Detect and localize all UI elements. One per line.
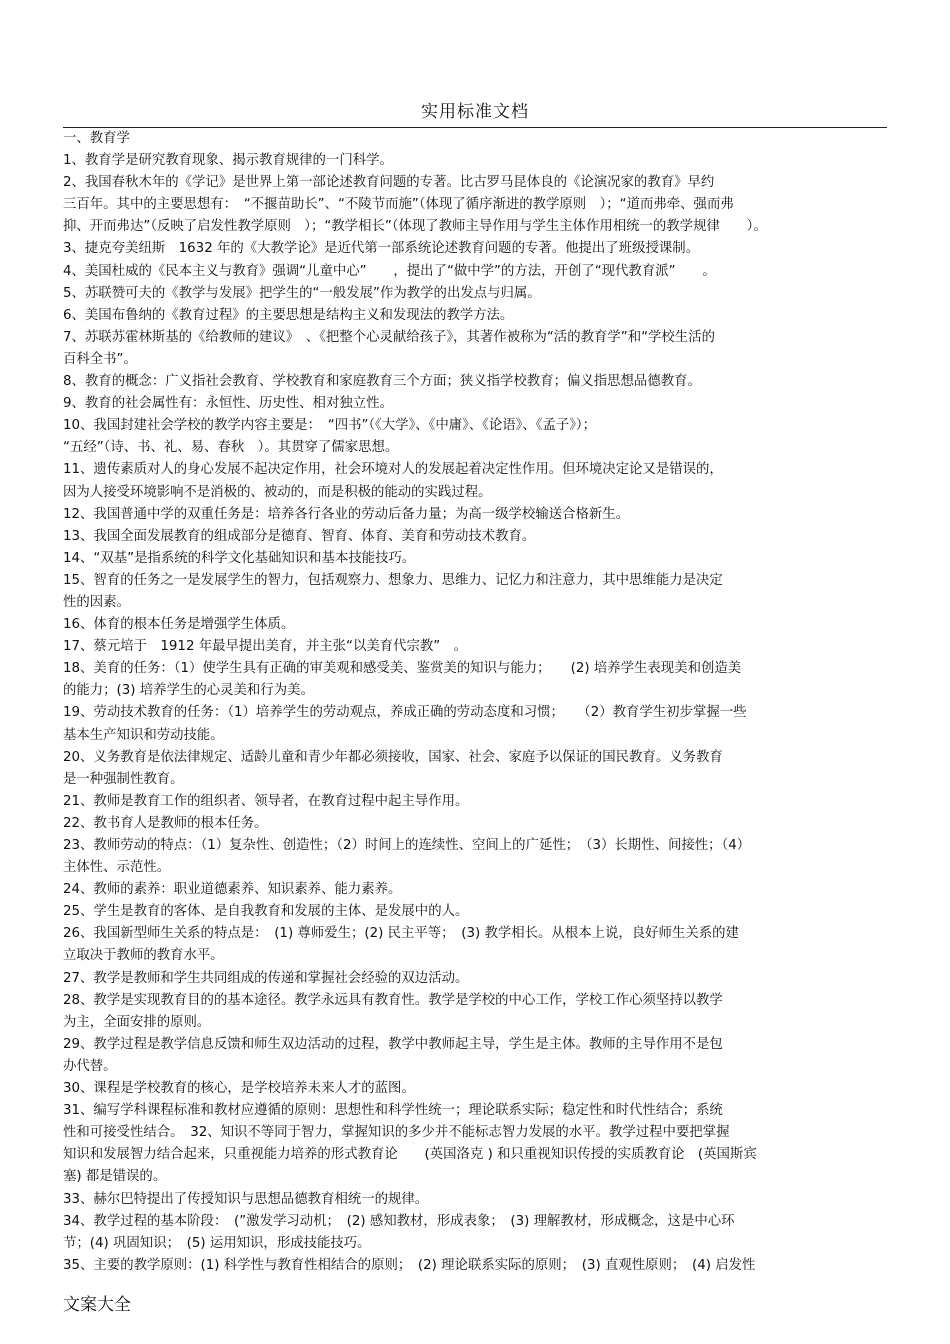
text-line: 是一种强制性教育。 [63,771,184,787]
text-line: 性的因素。 [63,594,130,610]
text-line: 4、美国杜威的《民本主义与教育》强调“儿童中心” ，提出了“做中学”的方法，开创了“现代教育派” 。 [63,263,716,279]
text-line: 性和可接受性结合。 32、知识不等同于智力，掌握知识的多少并不能标志智力发展的水平。教学过程中要把掌握 [63,1125,730,1141]
text-line: 办代替。 [63,1058,117,1074]
text-line: 知识和发展智力结合起来，只重视能力培养的形式教育论 (英国洛克 ) 和只重视知识传授的实质教育论 (英国斯宾 [63,1147,757,1163]
text-line: 15、智育的任务之一是发展学生的智力，包括观察力、想象力、思维力、记忆力和注意力，其中思维能力是决定 [63,572,723,588]
text-line: 20、义务教育是依法律规定、适龄儿童和青少年都必须接收，国家、社会、家庭予以保证的国民教育。义务教育 [63,749,723,765]
text-line: 29、教学过程是教学信息反馈和师生双边活动的过程，教学中教师起主导，学生是主体。教师的主导作用不是包 [63,1036,723,1052]
text-line: 18、美育的任务：（1）使学生具有正确的审美观和感受美、鉴赏美的知识与能力； (2) 培养学生表现美和创造美 [63,661,742,677]
document-body [63,128,887,1277]
text-line: 12、我国普通中学的双重任务是：培养各行各业的劳动后备力量；为高一级学校输送合格新生。 [63,506,630,522]
text-line: 26、我国新型师生关系的特点是： (1) 尊师爱生；(2) 民主平等； (3) 教学相长。从根本上说，良好师生关系的建 [63,926,739,942]
text-line: 11、遗传素质对人的身心发展不起决定作用，社会环境对人的发展起着决定性作用。但环境决定论又是错误的， [63,462,723,478]
text-line: 基本生产知识和劳动技能。 [63,727,224,743]
text-line: 主体性、示范性。 [63,860,171,876]
text-line: 为主，全面安排的原则。 [63,1014,211,1030]
text-line: 16、体育的根本任务是增强学生体质。 [63,617,295,633]
text-line: 31、编写学科课程标准和教材应遵循的原则：思想性和科学性统一；理论联系实际；稳定性和时代性结合；系统 [63,1103,723,1119]
text-line: 34、教学过程的基本阶段： (”激发学习动机； (2) 感知教材，形成表象； (3) 理解教材，形成概念，这是中心环 [63,1213,735,1229]
text-line: 27、教学是教师和学生共同组成的传递和掌握社会经验的双边活动。 [63,970,469,986]
text-line: 3、捷克夸美纽斯 1632 年的《大教学论》是近代第一部系统论述教育问题的专著。他提出了班级授课制。 [63,241,700,257]
text-line: 2、我国春秋木年的《学记》是世界上第一部论述教育问题的专著。比古罗马昆体良的《论演况家的教育》早约 [63,175,715,191]
text-line: 的能力；(3) 培养学生的心灵美和行为美。 [63,683,314,699]
text-line: 35、主要的教学原则：(1) 科学性与教育性相结合的原则； (2) 理论联系实际的原则； (3) 直观性原则； (4) 启发性 [63,1257,756,1273]
text-line: 17、蔡元培于 1912 年最早提出美育，并主张“以美育代宗教” 。 [63,639,468,655]
text-line: 22、教书育人是教师的根本任务。 [63,815,268,831]
text-line: 10、我国封建社会学校的教学内容主要是： “四书”（《大学》、《中庸》、《论语》、《孟子》）； [63,418,597,434]
text-line: 19、劳动技术教育的任务：（1）培养学生的劳动观点，养成正确的劳动态度和习惯； （2）教育学生初步掌握一些 [63,705,747,721]
text-line: 1、教育学是研究教育现象、揭示教育规律的一门科学。 [63,153,393,169]
text-line: 30、课程是学校教育的核心，是学校培养未来人才的蓝图。 [63,1081,415,1097]
text-line: 14、“双基”是指系统的科学文化基础知识和基本技能技巧。 [63,550,416,566]
text-line: 因为人接受环境影响不是消极的、被动的，而是积极的能动的实践过程。 [63,484,492,500]
text-line: 33、赫尔巴特提出了传授知识与思想品德教育相统一的规律。 [63,1191,429,1207]
text-line: 抑、开而弗达”（反映了启发性教学原则 ）；“教学相长”（体现了教师主导作用与学生主体作用相统一的教学规律 ）。 [63,219,767,235]
text-line: 三百年。其中的主要思想有： “不揠苗助长”、“不陵节而施”（体现了循序渐进的教学原则 ）；“道而弗牵、强而弗 [63,197,734,213]
text-line: 28、教学是实现教育目的的基本途径。教学永远具有教育性。教学是学校的中心工作，学校工作心须坚持以教学 [63,992,723,1008]
text-line: 24、教师的素养：职业道德素养、知识素养、能力素养。 [63,882,402,898]
text-line: 9、教育的社会属性有：永恒性、历史性、相对独立性。 [63,396,393,412]
page-footer-text: 文案大全 [63,1295,131,1315]
text-line: “五经”（诗、书、礼、易、春秋 ）。其贯穿了儒家思想。 [63,440,399,456]
text-line: 21、教师是教育工作的组织者、领导者，在教育过程中起主导作用。 [63,793,469,809]
page-header-title: 实用标准文档 [421,102,529,122]
text-line: 23、教师劳动的特点：（1）复杂性、创造性；（2）时间上的连续性、空间上的广延性； （3）长期性、间接性；（4） [63,838,751,853]
text-line: 立取决于教师的教育水平。 [63,948,224,964]
text-line: 25、学生是教育的客体、是自我教育和发展的主体、是发展中的人。 [63,904,469,920]
text-line: 百科全书”。 [63,351,137,367]
text-line: 5、苏联赞可夫的《教学与发展》把学生的“一般发展”作为教学的出发点与归属。 [63,285,541,301]
text-line: 节；(4) 巩固知识； (5) 运用知识，形成技能技巧。 [63,1235,371,1251]
text-line: 13、我国全面发展教育的组成部分是德育、智育、体育、美育和劳动技术教育。 [63,528,536,544]
text-line: 7、苏联苏霍林斯基的《给教师的建议》 、《把整个心灵献给孩子》，其著作被称为“活的教育学”和“学校生活的 [63,329,715,345]
text-line: 塞) 都是错误的。 [63,1169,167,1185]
text-line: 8、教育的概念：广义指社会教育、学校教育和家庭教育三个方面；狭义指学校教育；偏义指思想品德教育。 [63,374,701,390]
text-line: 6、美国布鲁纳的《教育过程》的主要思想是结构主义和发现法的教学方法。 [63,307,514,323]
text-line: 一、教育学 [63,131,130,146]
